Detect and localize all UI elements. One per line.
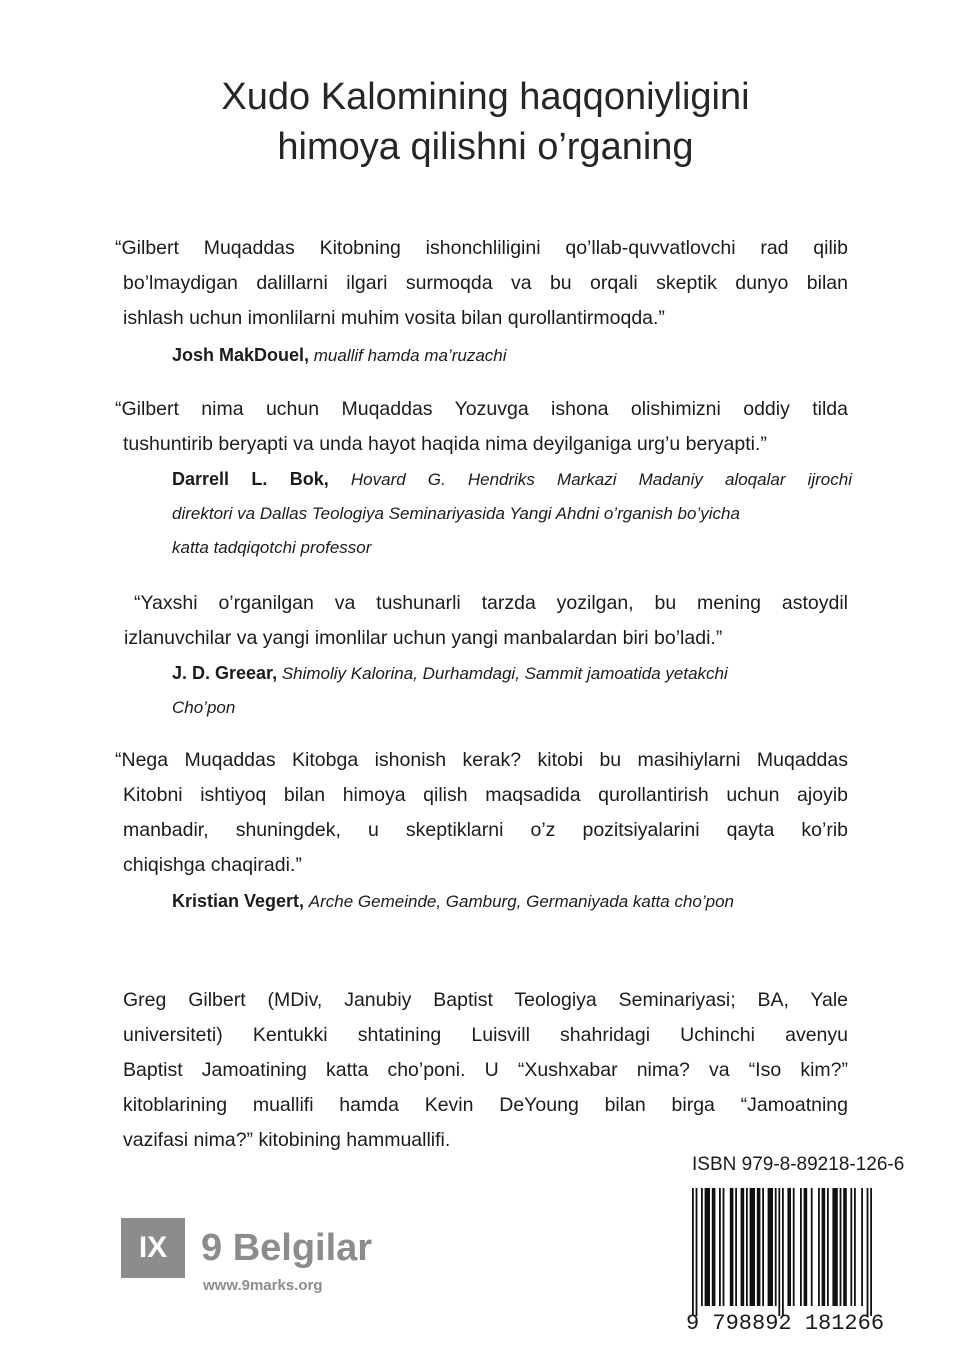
barcode-bar [741, 1188, 745, 1306]
barcode-bar [787, 1188, 791, 1306]
barcode-bar [696, 1188, 698, 1316]
publisher-logo [121, 1218, 401, 1298]
quote-line: Kitobni ishtiyoq bilan himoya qilish maqsadida qurollantirish uchun ajoyib [123, 784, 848, 806]
barcode-bar [840, 1188, 842, 1306]
barcode-bar [750, 1188, 755, 1306]
barcode-bar [861, 1188, 863, 1306]
author-role: direktori va Dallas Teologiya Seminariyasida Yangi Ahdni o’rganish bo’yicha [172, 504, 740, 523]
bio-line: Greg Gilbert (MDiv, Janubiy Baptist Teologiya Seminariyasi; BA, Yale [123, 989, 848, 1011]
barcode-bar [746, 1188, 748, 1306]
barcode-bar [793, 1188, 795, 1306]
author-bio [123, 983, 848, 1158]
quote-4-text [115, 743, 848, 883]
quote-1-text [115, 231, 848, 336]
author-role: muallif hamda ma’ruzachi [313, 346, 507, 365]
barcode-bar [705, 1188, 710, 1306]
quote-3-text [124, 586, 848, 656]
title-line-2: himoya qilishni o’rganing [277, 126, 694, 168]
isbn-label: ISBN 979-8-89218-126-6 [692, 1154, 905, 1175]
barcode-bar [867, 1188, 869, 1316]
barcode-bar [719, 1188, 721, 1306]
quote-4-attribution [172, 884, 872, 919]
barcode-bar [818, 1188, 820, 1306]
quote-1-attribution [172, 338, 852, 373]
barcode-bar [735, 1188, 737, 1306]
barcode-bar [762, 1188, 764, 1306]
barcode [680, 1188, 930, 1333]
author-name: Darrell L. Bok, [172, 469, 329, 489]
barcode-bar [822, 1188, 826, 1306]
barcode-bar [800, 1188, 802, 1306]
quote-line: “Yaxshi o’rganilgan va tushunarli tarzda yozilgan, bu mening astoydil [134, 592, 848, 614]
bio-line: universiteti) Kentukki shtatining Luisvill shahridagi Uchinchi avenyu [123, 1024, 848, 1046]
barcode-bar [712, 1188, 716, 1306]
quote-line: “Gilbert nima uchun Muqaddas Yozuvga ishona olishimizni oddiy tilda [115, 398, 848, 420]
quote-line: chiqishga chaqiradi.” [123, 854, 302, 876]
author-role: Cho’pon [172, 698, 236, 717]
quote-line: manbadir, shuningdek, u skeptiklarni o’z pozitsiyalarini qayta ko’rib [123, 819, 848, 841]
author-role: katta tadqiqotchi professor [172, 538, 372, 557]
barcode-bar [723, 1188, 725, 1306]
quote-line: tushuntirib beryapti va unda hayot haqida nima deyilganiga urg’u beryapti.” [123, 433, 767, 455]
logo-url: www.9marks.org [203, 1277, 323, 1294]
title-line-1: Xudo Kalomining haqqoniyligini [221, 76, 750, 118]
author-name: J. D. Greear, [172, 663, 278, 683]
quote-3-attribution [172, 656, 852, 725]
barcode-bar [827, 1188, 829, 1306]
barcode-bar [854, 1188, 856, 1306]
quote-line: bo’lmaydigan dalillarni ilgari surmoqda va bu orqali skeptik dunyo bilan [123, 272, 848, 294]
quote-2-attribution [172, 462, 852, 565]
barcode-bar [692, 1188, 694, 1316]
logo-box: IX [121, 1218, 185, 1278]
quote-line: “Nega Muqaddas Kitobga ishonish kerak? kitobi bu masihiylarni Muqaddas [115, 749, 848, 771]
barcode-bar [701, 1188, 703, 1306]
author-role: Shimoliy Kalorina, Durhamdagi, Sammit jamoatida yetakchi [281, 664, 728, 683]
author-name: Josh MakDouel, [172, 345, 310, 365]
author-role: Hovard G. Hendriks Markazi Madaniy aloqalar ijrochi [350, 470, 852, 489]
author-role: Arche Gemeinde, Gamburg, Germaniyada katta cho’pon [308, 892, 735, 911]
barcode-bar [757, 1188, 761, 1306]
barcode-bar [804, 1188, 808, 1306]
bio-line: Baptist Jamoatining katta cho’poni. U “Xushxabar nima? va “Iso kim?” [123, 1059, 848, 1081]
quote-line: izlanuvchilar va yangi imonlilar uchun yangi manbalardan biri bo’ladi.” [124, 627, 723, 649]
page-title [0, 72, 971, 172]
barcode-digits: 9 798892 181266 [686, 1311, 885, 1333]
barcode-bar [843, 1188, 847, 1306]
barcode-bar [730, 1188, 734, 1306]
logo-name: 9 Belgilar [201, 1227, 373, 1269]
bio-line: kitoblarining muallifi hamda Kevin DeYoung bilan birga “Jamoatning [123, 1094, 848, 1116]
barcode-bar [775, 1188, 777, 1306]
quote-2-text [115, 392, 848, 462]
barcode-bar [832, 1188, 837, 1306]
quote-line: “Gilbert Muqaddas Kitobning ishonchliligini qo’llab-quvvatlovchi rad qilib [115, 237, 848, 259]
barcode-bar [778, 1188, 780, 1316]
barcode-bar [782, 1188, 784, 1316]
quote-line: ishlash uchun imonlilarni muhim vosita bilan qurollantirmoqda.” [123, 307, 665, 329]
barcode-bar [811, 1188, 813, 1306]
barcode-bar [850, 1188, 852, 1306]
author-name: Kristian Vegert, [172, 891, 305, 911]
bio-line: vazifasi nima?” kitobining hammuallifi. [123, 1129, 451, 1151]
barcode-bar [768, 1188, 773, 1306]
barcode-bars [692, 1188, 872, 1316]
barcode-bar [870, 1188, 872, 1316]
